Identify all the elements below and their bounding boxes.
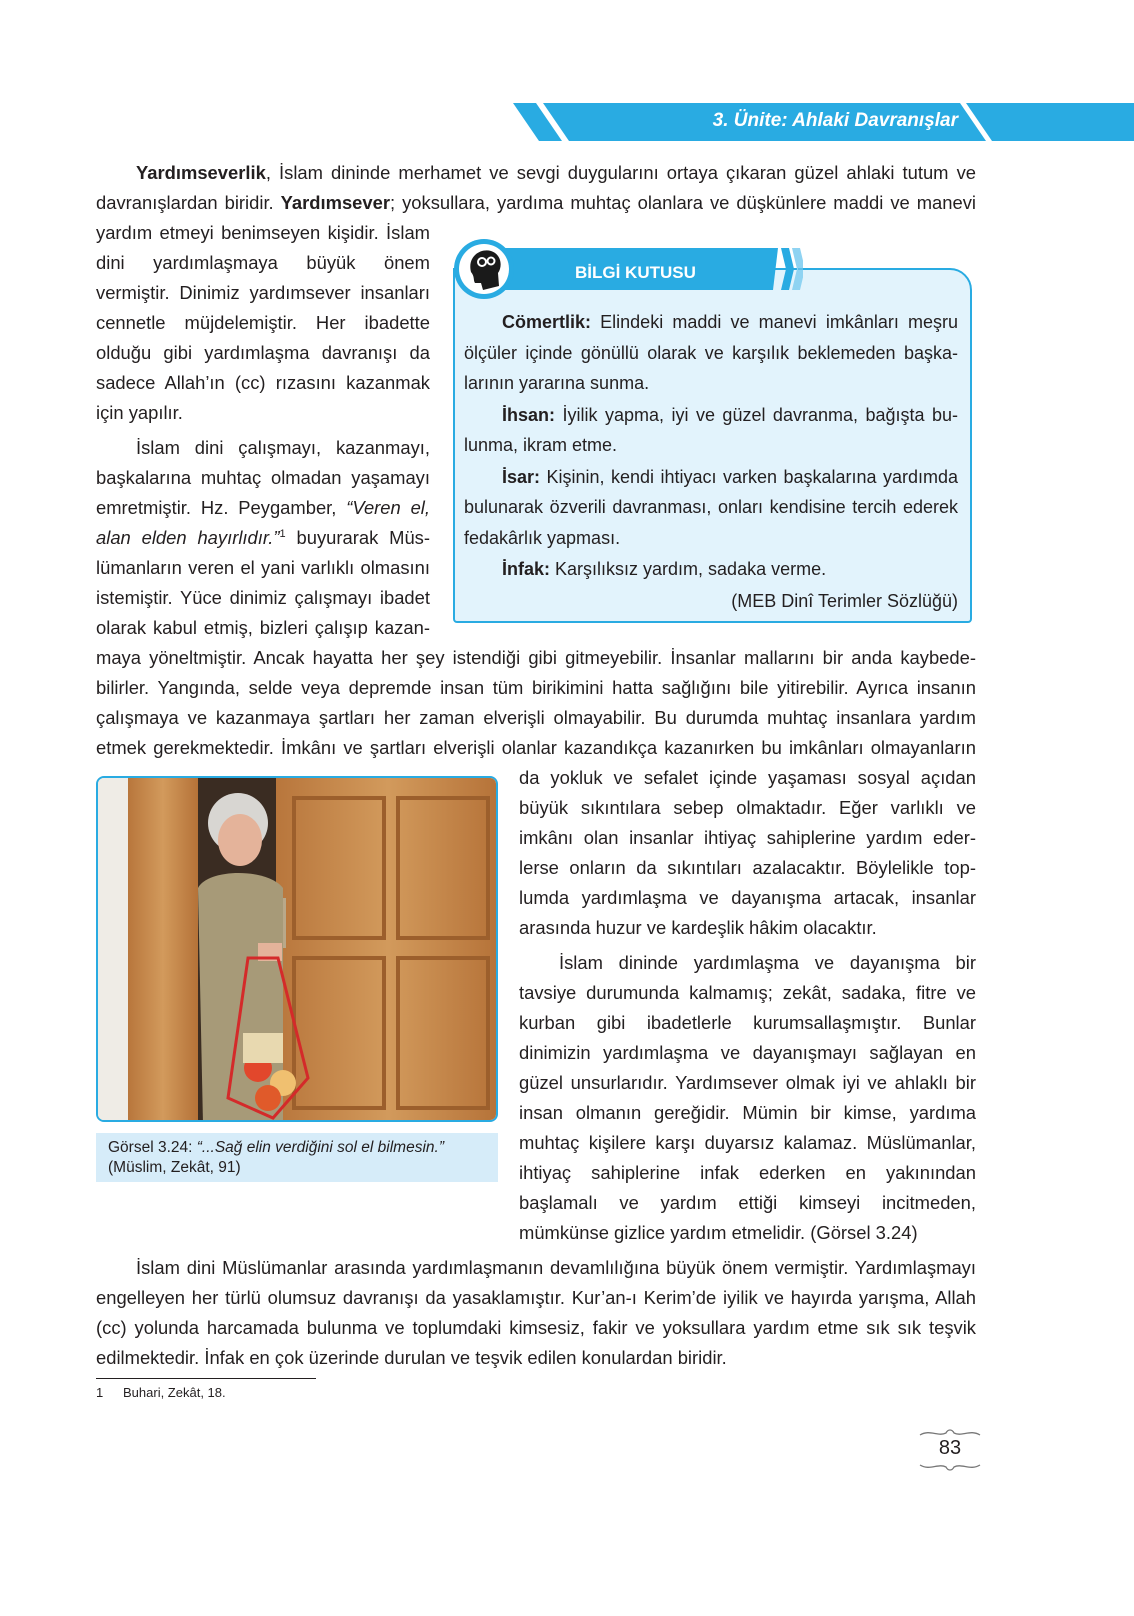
- info-box: [453, 218, 976, 640]
- text: ; yoksullara, yardıma muhtaç olanlara ve düşkünlere maddi ve manevi yardım etmeyi benimseyen kişidir. İslam dini yardımlaşmaya büyük önem vermiştir. Dinimiz yardımsever insanları cennetle müjdelemiştir. Her ibadette olduğu gibi yardımlaşma davranışı da sadece Allah’ın (cc) rızasını kazanmak için yapılır.: [96, 192, 976, 423]
- footnote-text: Buhari, Zekât, 18.: [123, 1385, 226, 1400]
- info-entry: [464, 307, 958, 399]
- caption-label: Görsel 3.24:: [108, 1139, 197, 1156]
- footnote: [96, 1385, 226, 1400]
- bold-term: Yardımseverlik: [136, 162, 266, 183]
- text: İslam dini çalışmayı, kazanmayı, başkalarına muhtaç olmadan yaşamayı emretmiştir. Hz. Peygamber,: [96, 437, 430, 518]
- unit-banner: [0, 100, 1134, 146]
- photo-woman-at-door: [96, 776, 498, 1122]
- definition: Karşılıksız yardım, sadaka verme.: [550, 559, 827, 579]
- info-entry: [464, 554, 958, 585]
- footnote-number: 1: [96, 1385, 104, 1400]
- bold-term: Yardımsever: [280, 192, 391, 213]
- definition: Kişinin, kendi ihtiyacı varken başkalarına yardımda bulunarak özverili davranması, onları kendisine tercih ederek fedakârlık yapması.: [464, 466, 958, 548]
- footnote-ref[interactable]: 1: [279, 527, 286, 540]
- caption-quote: “...Sağ elin verdiğini sol el bilmesin.”: [196, 1139, 444, 1156]
- figure-caption: [96, 1133, 498, 1182]
- info-entry: [464, 400, 958, 461]
- text: , İslam dininde merhamet ve sevgi duygularını ortaya çıkaran güzel ahlaki tutum ve davranışlardan biridir.: [96, 162, 976, 213]
- main-text: [96, 158, 976, 1373]
- head-gears-icon: [453, 238, 515, 300]
- paragraph: İslam dininde yardımlaşma ve dayanışma bir tavsiye durumunda kalmamış; zekât, sadaka, fitre ve kurban gibi ibadetlerle kurumsallaşmıştır. Bunlar dinimizin yardımlaşma ve dayanışmayı sağlayan en güzel unsurlarıdır. Yardımsever olmak iyi ve ahlaklı bir insan olmanın gereğidir. Mümin bir kimse, yardıma muhtaç kişilere karşı duyarsız kalamaz. Müslümanlar, ihtiyaç sahiplerine infak ederken en yakınından başlamalı ve yardım ettiği kimseyi incitmeden, mümkünse gizlice yardım etmelidir. (Görsel 3.24): [519, 952, 976, 1243]
- definition: Elindeki maddi ve manevi imkânları meşru ölçüler içinde gönüllü olarak ve karşılık beklemeden başkalarının yararına sunma.: [464, 312, 958, 393]
- text: buyurarak Müslümanların veren el yani varlıklı olmasını istemiştir. Yüce dinimiz çalışmayı ibadet olarak kabul etmiş, bizleri çalışıp kazanmaya yöneltmiştir. Ancak hayatta her şey istendiği gibi gitmeyebilir. İnsanlar mallarını bir anda kaybedebilirler. Yangında, selde veya depremde insan tüm birikimini hatta sağlığını bile yitirebilir. Ayrıca insanın çalışmaya ve kazanmaya şartları her zaman elverişli olmayabilir. Bu durumda muhtaç insanlara yardım etmek gerekmektedir. İmkânı ve şartları elverişli olanlar kazandıkça kazanırken bu imkânları olmayanların da yokluk ve sefalet içinde yaşaması sosyal açıdan büyük sıkıntılara sebep olmaktadır. Eğer varlıklı ve imkânı olan insanlar ihtiyaç sahiplerine yardım ederlerse onların da sıkıntıları azalacaktır. Böylelikle toplumda yardımlaşma ve dayanışma artacak, insanlar arasında huzur ve kardeşlik hâkim olacaktır.: [96, 527, 976, 938]
- hadith-quote: “Veren el, alan elden hayırlıdır.”: [96, 497, 430, 548]
- term: İhsan:: [502, 404, 556, 425]
- info-entry: [464, 462, 958, 554]
- page-number: 83: [938, 1437, 962, 1459]
- footnote-divider: [96, 1378, 316, 1379]
- unit-title: 3. Ünite: Ahlaki Davranışlar: [712, 110, 958, 131]
- term: İnfak:: [502, 559, 551, 579]
- definition: İyilik yapma, iyi ve güzel davranma, bağışta bulunma, ikram etme.: [464, 404, 958, 455]
- caption-source: (Müslim, Zekât, 91): [108, 1159, 241, 1176]
- term: Cömertlik:: [502, 312, 592, 332]
- paragraph: İslam dini Müslümanlar arasında yardımlaşmanın devamlılığına büyük önem vermiştir. Yardımlaşmayı engelleyen her türlü olumsuz davranışı da yasaklamıştır. Kur’an-ı Kerim’de iyilik ve hayırda yarışma, Allah (cc) yolunda harcamada bulunma ve toplumdaki kimsesiz, fakir ve yoksullara yardım etme sık sık teşvik edilmektedir. İnfak en çok üzerinde durulan ve teşvik edilen konulardan biridir.: [96, 1257, 976, 1368]
- term: İsar:: [502, 466, 541, 487]
- info-box-body: [453, 268, 972, 623]
- info-box-title: BİLGİ KUTUSU: [575, 263, 696, 282]
- info-source: (MEB Dinî Terimler Sözlüğü): [731, 590, 958, 611]
- figure: [96, 765, 498, 1222]
